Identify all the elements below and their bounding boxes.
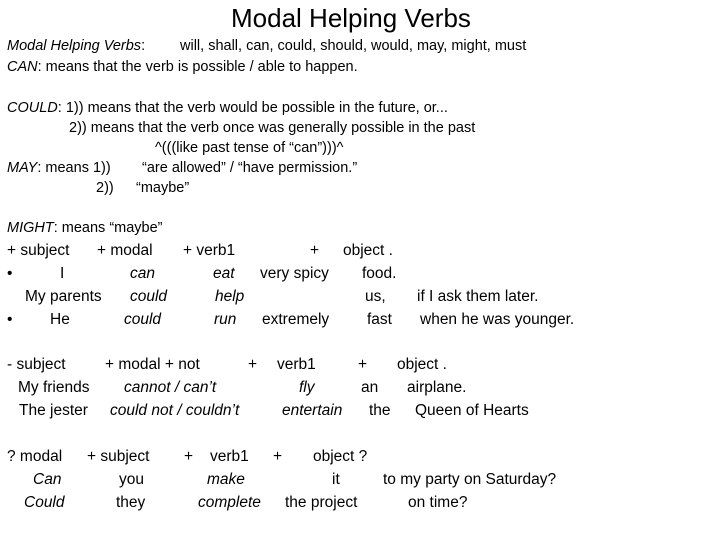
- example-verb: entertain: [282, 402, 343, 419]
- example-object: fast: [367, 311, 392, 328]
- example-subject: I: [60, 265, 65, 282]
- affirmative-header-plus: +: [310, 242, 320, 259]
- example-object: airplane.: [407, 379, 467, 396]
- question-header-verb: verb1: [210, 448, 249, 465]
- example-tail: when he was younger.: [420, 311, 575, 328]
- question-header-modal: ? modal: [7, 448, 63, 465]
- negative-header-modal-not: + modal + not: [105, 356, 200, 373]
- bullet-icon: •: [7, 265, 13, 282]
- negative-header-subject: - subject: [7, 356, 66, 373]
- question-header-plus: +: [184, 448, 194, 465]
- example-verb: make: [207, 471, 245, 488]
- page-title: Modal Helping Verbs: [231, 3, 471, 33]
- example-subject: My parents: [25, 288, 102, 305]
- example-object: us,: [365, 288, 386, 305]
- question-header-object: object ?: [313, 448, 368, 465]
- example-verb: complete: [198, 494, 261, 511]
- might-label: MIGHT: [7, 220, 54, 236]
- example-verb: run: [214, 311, 237, 328]
- example-modal: Could: [24, 494, 65, 511]
- example-verb: eat: [213, 265, 235, 282]
- may-line-1: [7, 161, 111, 176]
- may-label: MAY: [7, 160, 38, 176]
- example-modal: can: [130, 265, 155, 282]
- example-modal: could not / couldn’t: [110, 402, 240, 419]
- example-modal: cannot / can’t: [124, 379, 217, 396]
- example-tail: on time?: [408, 494, 468, 511]
- may-definition-2: “maybe”: [136, 180, 190, 196]
- affirmative-header-object: object .: [343, 242, 393, 259]
- example-subject: My friends: [18, 379, 90, 396]
- modal-verbs-colon: :: [141, 38, 146, 54]
- example-words: extremely: [262, 311, 330, 328]
- could-definition-1: : 1)) means that the verb would be possible in the future, or...: [57, 100, 448, 116]
- modal-verbs-label: Modal Helping Verbs: [7, 38, 142, 54]
- can-line: [7, 60, 358, 75]
- negative-header-verb: verb1: [277, 356, 316, 373]
- example-modal: could: [130, 288, 168, 305]
- example-tail: to my party on Saturday?: [383, 471, 557, 488]
- negative-header-plus: +: [358, 356, 368, 373]
- could-note: ^(((like past tense of “can”)))^: [155, 140, 344, 156]
- could-label: COULD: [7, 100, 58, 116]
- example-subject: you: [119, 471, 144, 488]
- example-modal: could: [124, 311, 162, 328]
- could-definition-2: 2)) means that the verb once was generally possible in the past: [69, 120, 476, 136]
- example-article: the: [369, 402, 391, 419]
- modal-verbs-line: [7, 39, 145, 54]
- example-modal: Can: [33, 471, 62, 488]
- bullet-icon: •: [7, 311, 13, 328]
- example-object: Queen of Hearts: [415, 402, 529, 419]
- affirmative-header-subject: + subject: [7, 242, 70, 259]
- could-line-1: [7, 101, 448, 116]
- example-object: it: [332, 471, 340, 488]
- might-definition: : means “maybe”: [53, 220, 163, 236]
- example-verb: fly: [299, 379, 315, 396]
- example-verb: help: [215, 288, 245, 305]
- modal-verbs-list: will, shall, can, could, should, would, may, might, must: [180, 38, 527, 54]
- question-header-subject: + subject: [87, 448, 150, 465]
- question-header-plus: +: [273, 448, 283, 465]
- example-words: very spicy: [260, 265, 329, 282]
- may-number-2: 2)): [96, 180, 114, 196]
- affirmative-header-modal: + modal: [97, 242, 153, 259]
- can-definition: : means that the verb is possible / able to happen.: [37, 59, 358, 75]
- can-label: CAN: [7, 59, 38, 75]
- example-subject: He: [50, 311, 70, 328]
- affirmative-header-verb: + verb1: [183, 242, 236, 259]
- example-article: an: [361, 379, 379, 396]
- may-means: : means 1)): [37, 160, 111, 176]
- example-words: the project: [285, 494, 358, 511]
- might-line: [7, 221, 163, 236]
- example-tail: if I ask them later.: [417, 288, 539, 305]
- example-subject: The jester: [19, 402, 88, 419]
- may-definition-1: “are allowed” / “have permission.”: [142, 160, 358, 176]
- negative-header-plus: +: [248, 356, 258, 373]
- negative-header-object: object .: [397, 356, 447, 373]
- example-object: food.: [362, 265, 397, 282]
- example-subject: they: [116, 494, 146, 511]
